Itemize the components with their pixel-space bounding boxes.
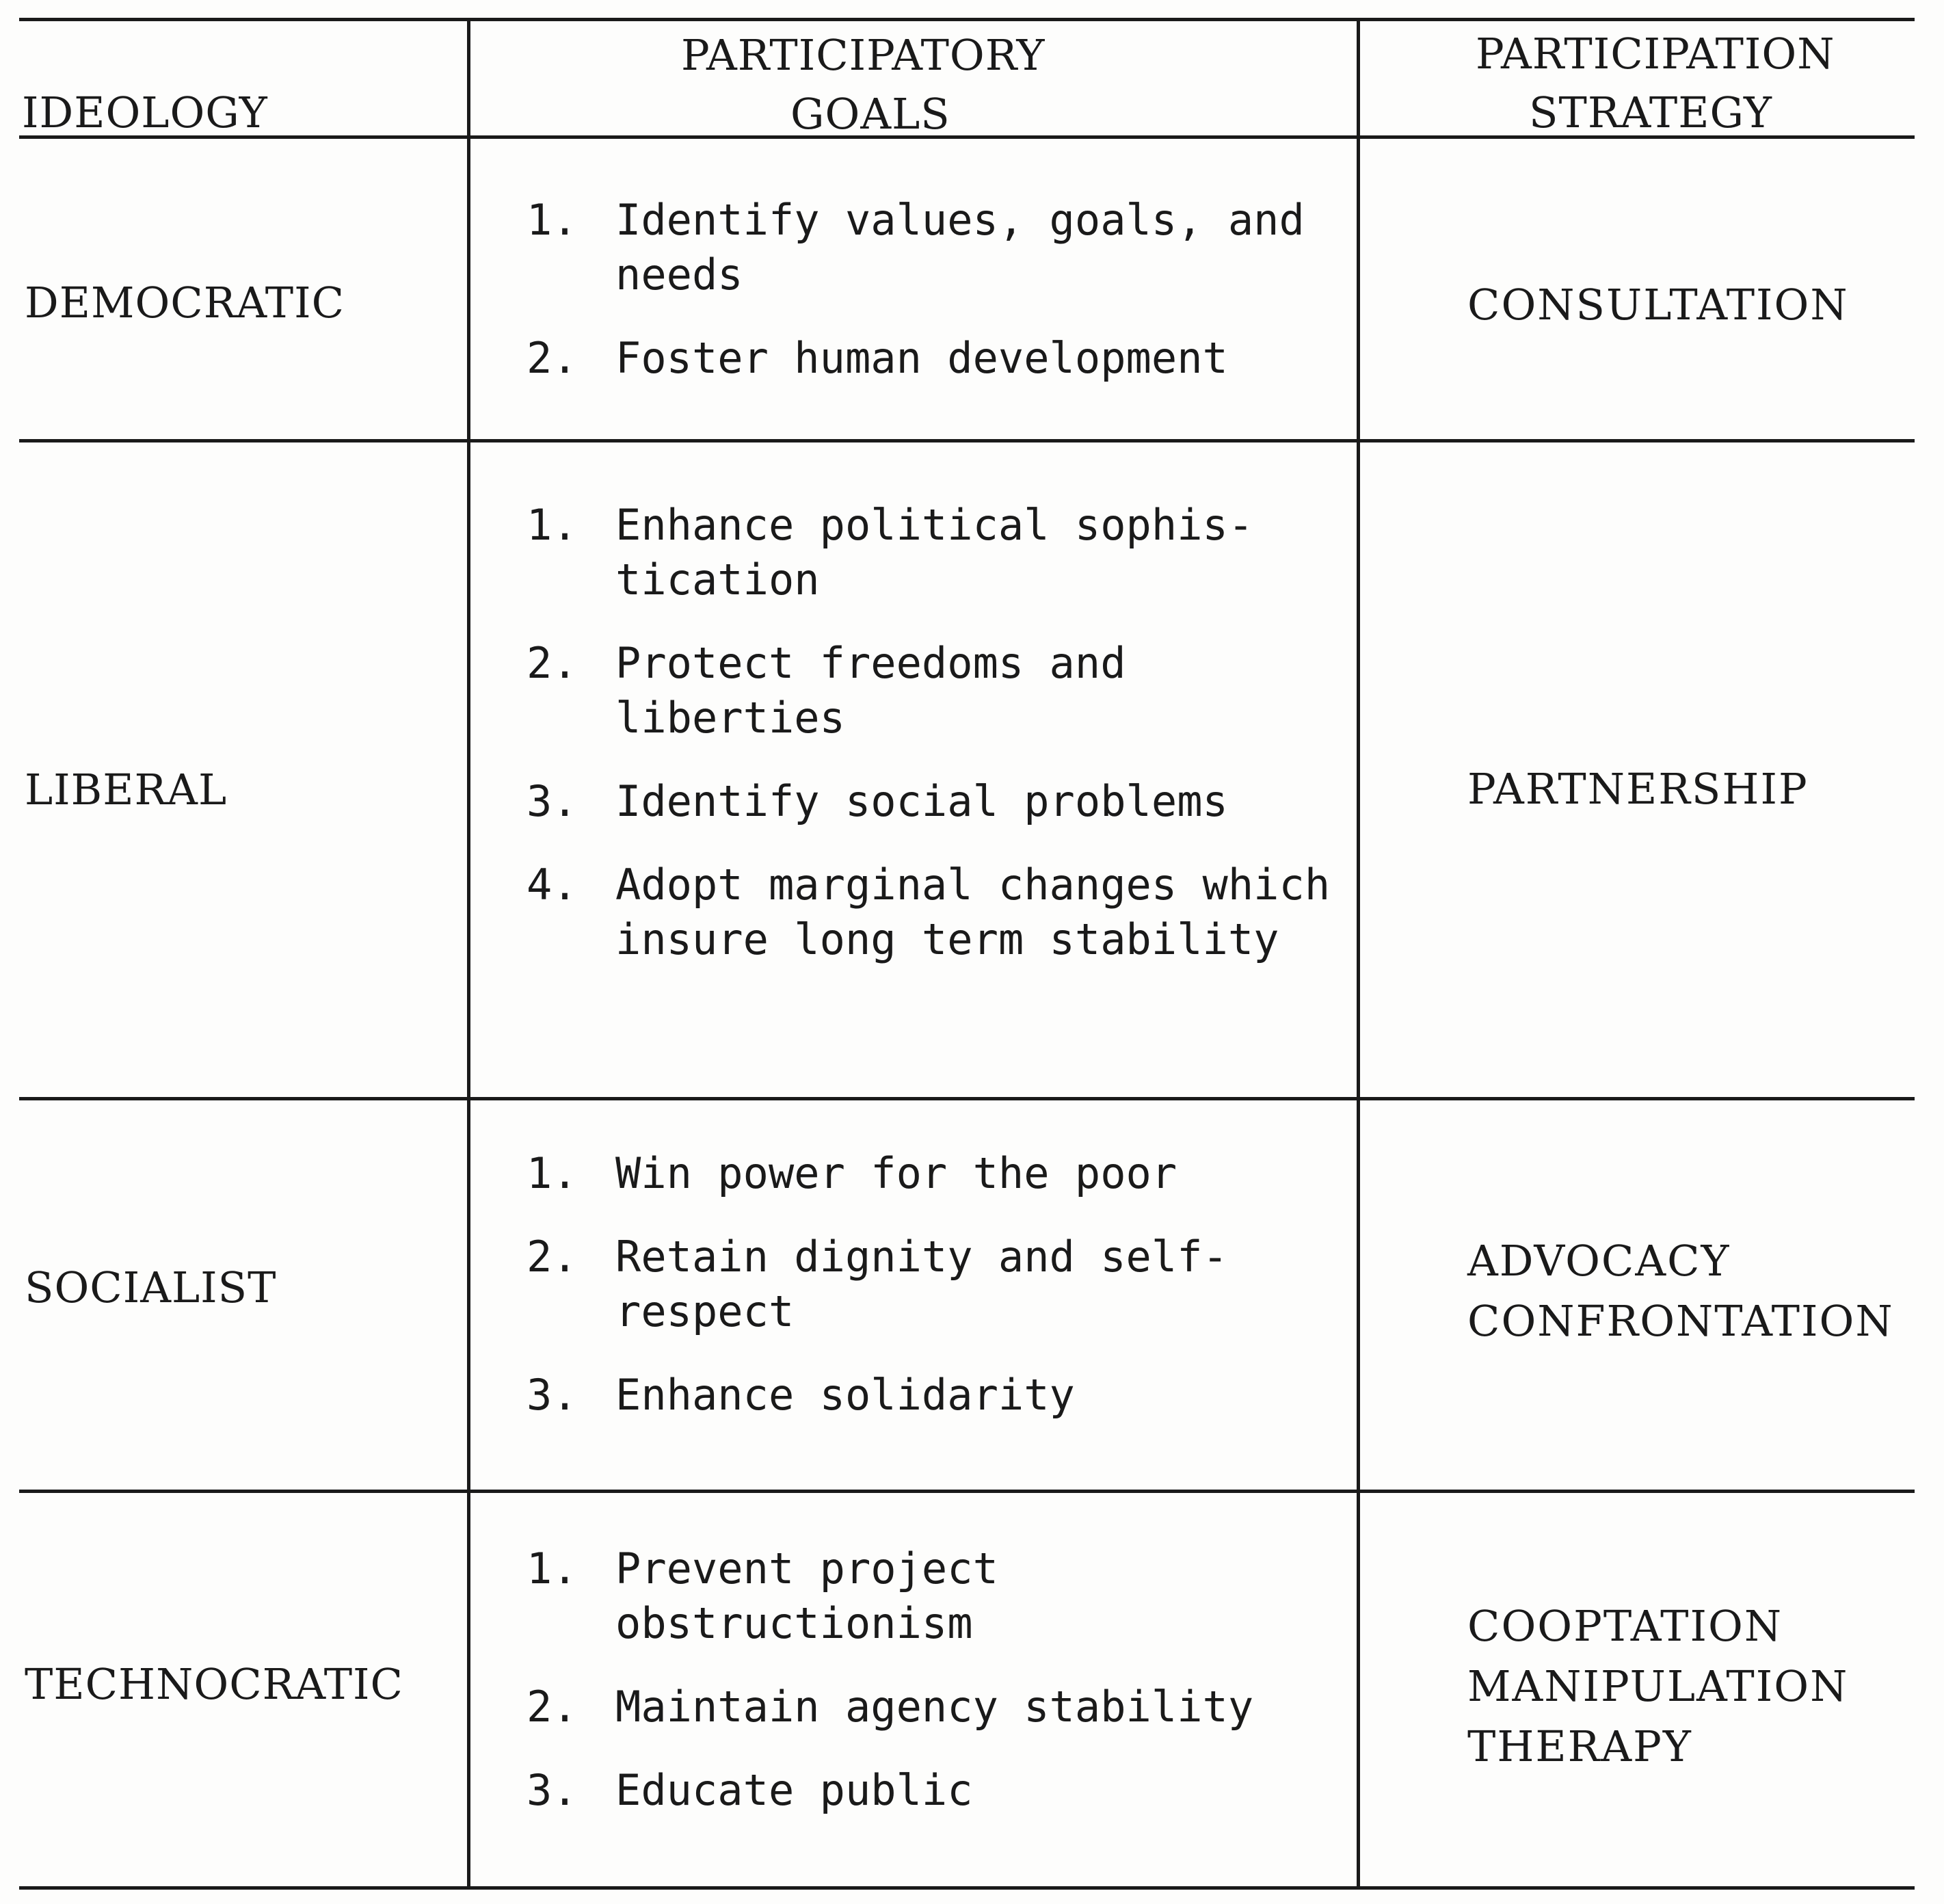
goal-text: Win power for the poor <box>615 1148 1177 1198</box>
goal-text: Prevent project obstructionism <box>615 1544 998 1648</box>
ideology-technocratic: TECHNOCRATIC <box>25 1659 403 1709</box>
list-item <box>527 1763 1347 1818</box>
list-item <box>527 1368 1347 1423</box>
list-item <box>527 331 1347 386</box>
strategy-technocratic <box>1467 1596 1848 1777</box>
list-item <box>527 193 1347 302</box>
goal-text: Enhance solidarity <box>615 1370 1075 1420</box>
goal-text: Foster human development <box>615 333 1228 383</box>
header-strategy-line1: PARTICIPATION <box>1476 29 1835 79</box>
ideology-liberal: LIBERAL <box>25 765 228 815</box>
list-item <box>527 1230 1347 1339</box>
strategy-item: PARTNERSHIP <box>1467 764 1809 814</box>
goal-number: 3. <box>527 776 578 826</box>
goal-number: 2. <box>527 1232 578 1282</box>
goal-text: Enhance political sophis-tication <box>615 500 1254 605</box>
goal-text: Maintain agency stability <box>615 1682 1254 1732</box>
table-top-rule <box>19 18 1915 21</box>
goals-list-technocratic <box>527 1542 1347 1818</box>
header-ideology: IDEOLOGY <box>22 88 268 137</box>
list-item <box>527 498 1347 607</box>
goal-number: 1. <box>527 195 578 245</box>
list-item <box>527 858 1347 967</box>
goal-text: Identify values, goals, and needs <box>615 195 1305 300</box>
header-goals-line2: GOALS <box>790 89 950 139</box>
list-item <box>527 1146 1347 1201</box>
strategy-item: THERAPY <box>1467 1721 1692 1771</box>
header-strategy-line2: STRATEGY <box>1529 88 1772 137</box>
goal-number: 3. <box>527 1765 578 1815</box>
goals-list-socialist <box>527 1146 1347 1423</box>
table-bottom-rule <box>19 1886 1915 1890</box>
ideology-socialist: SOCIALIST <box>25 1262 277 1312</box>
strategy-socialist <box>1467 1231 1894 1351</box>
strategy-democratic <box>1467 275 1849 335</box>
column-divider-1 <box>467 18 470 1890</box>
column-divider-2 <box>1357 18 1360 1890</box>
goal-number: 2. <box>527 333 578 383</box>
list-item <box>527 1542 1347 1651</box>
goals-list-liberal <box>527 498 1347 967</box>
goal-number: 1. <box>527 1544 578 1594</box>
goal-number: 1. <box>527 500 578 550</box>
goal-number: 4. <box>527 860 578 910</box>
goal-text: Adopt marginal changes which insure long term stability <box>615 860 1331 964</box>
goal-text: Educate public <box>615 1765 973 1815</box>
strategy-item: MANIPULATION <box>1467 1661 1849 1711</box>
strategy-item: CONFRONTATION <box>1467 1296 1894 1346</box>
strategy-item: CONSULTATION <box>1467 280 1849 330</box>
goal-text: Protect freedoms and liberties <box>615 638 1126 743</box>
goals-list-democratic <box>527 193 1347 386</box>
ideology-democratic: DEMOCRATIC <box>25 278 345 328</box>
header-goals-line1: PARTICIPATORY <box>681 30 1046 80</box>
goal-number: 2. <box>527 1682 578 1732</box>
list-item <box>527 774 1347 829</box>
goal-number: 3. <box>527 1370 578 1420</box>
strategy-item: ADVOCACY <box>1467 1236 1731 1286</box>
strategy-item: COOPTATION <box>1467 1601 1783 1651</box>
list-item <box>527 1680 1347 1734</box>
goal-number: 2. <box>527 638 578 688</box>
row-divider-1 <box>19 439 1915 442</box>
goal-text: Identify social problems <box>615 776 1228 826</box>
row-divider-3 <box>19 1490 1915 1493</box>
strategy-liberal <box>1467 759 1809 819</box>
list-item <box>527 636 1347 745</box>
goal-text: Retain dignity and self-respect <box>615 1232 1228 1336</box>
row-divider-2 <box>19 1097 1915 1100</box>
goal-number: 1. <box>527 1148 578 1198</box>
